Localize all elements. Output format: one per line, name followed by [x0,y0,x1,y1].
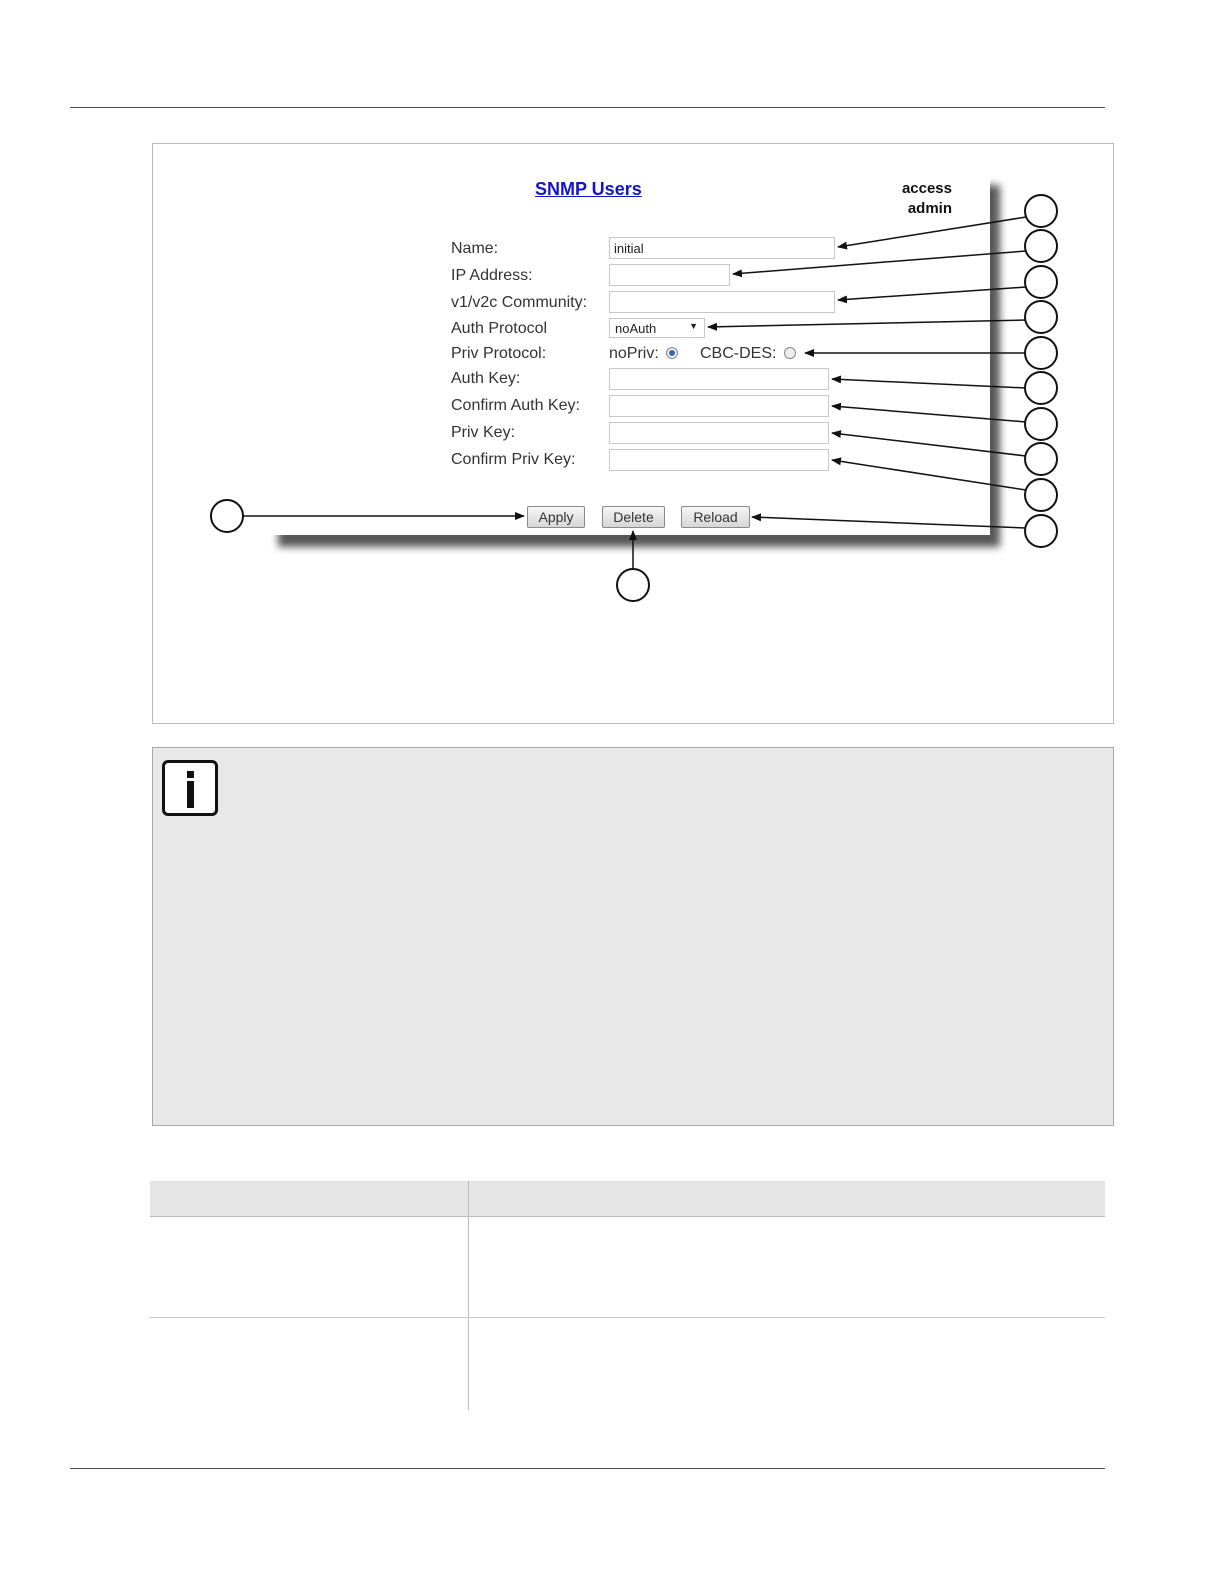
priv-key-label: Priv Key: [451,424,516,441]
name-input[interactable] [609,237,835,259]
confirm-priv-key-label: Confirm Priv Key: [451,451,576,468]
info-icon [162,760,218,816]
table-column-divider [468,1181,469,1410]
reload-button[interactable]: Reload [681,506,750,528]
cbc-des-label: CBC-DES: [700,345,777,362]
ip-address-label: IP Address: [451,267,533,284]
table-header [150,1181,1105,1217]
chevron-down-icon: ▼ [689,321,698,331]
community-label: v1/v2c Community: [451,294,588,311]
auth-protocol-select[interactable] [609,318,705,338]
auth-protocol-label: Auth Protocol [451,320,548,337]
auth-key-label: Auth Key: [451,370,521,387]
apply-button[interactable]: Apply [527,506,585,528]
priv-protocol-label: Priv Protocol: [451,345,547,362]
auth-key-input[interactable] [609,368,829,390]
ip-address-input[interactable] [609,264,730,286]
priv-key-input[interactable] [609,422,829,444]
confirm-auth-key-input[interactable] [609,395,829,417]
access-user: admin [907,200,952,217]
nopriv-radio[interactable] [666,347,678,359]
note-box [152,747,1114,1126]
delete-button[interactable]: Delete [602,506,665,528]
cbc-des-radio[interactable] [784,347,796,359]
table-row-divider [150,1317,1105,1318]
access-label: access [901,180,952,197]
confirm-auth-key-label: Confirm Auth Key: [451,397,580,414]
access-level [880,179,952,219]
nopriv-label: noPriv: [609,345,659,362]
community-input[interactable] [609,291,835,313]
auth-protocol-value: noAuth [615,321,657,336]
name-label: Name: [451,240,499,257]
header-rule [70,107,1105,108]
page-title[interactable]: SNMP Users [535,179,642,199]
footer-rule [70,1468,1105,1469]
confirm-priv-key-input[interactable] [609,449,829,471]
